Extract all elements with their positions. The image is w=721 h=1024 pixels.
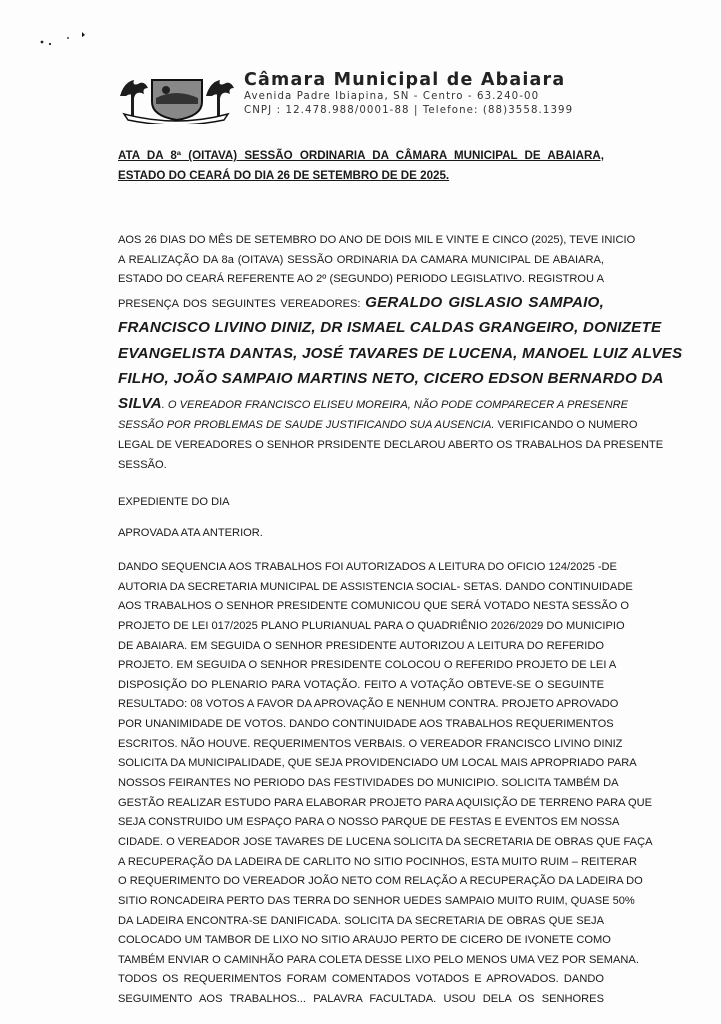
text-line: ESCRITOS. NÃO HOUVE. REQUERIMENTOS VERBAIS. O VEREADOR FRANCISCO LIVINO DINIZ bbox=[118, 737, 623, 750]
text-segment: . O VEREADOR FRANCISCO ELISEU MOREIRA, NÃO PODE COMPARECER A PRESENRE bbox=[161, 399, 628, 412]
text-segment: SESSÃO. bbox=[118, 458, 167, 471]
text-line: PROJETO DE LEI 017/2025 PLANO PLURIANUAL PARA O QUADRIÊNIO 2026/2029 DO MUNICIPIO bbox=[118, 619, 625, 632]
text-line: AUTORIA DA SECRETARIA MUNICIPAL DE ASSISTENCIA SOCIAL- SETAS. DANDO CONTINUIDADE bbox=[118, 580, 633, 593]
text-line bbox=[118, 391, 628, 416]
text-segment: A REALIZAÇÃO DA 8a (OITAVA) SESSÃO ORDINARIA DA CAMARA MUNICIPAL DE ABAIARA, bbox=[118, 253, 604, 266]
text-segment: AOS 26 DIAS DO MÊS DE SETEMBRO DO ANO DE DOIS MIL E VINTE E CINCO (2025), TEVE INICIO bbox=[118, 234, 636, 246]
text-line bbox=[118, 341, 683, 366]
councilor-names: FRANCISCO LIVINO DINIZ, DR ISMAEL CALDAS GRANGEIRO, DONIZETE bbox=[118, 319, 662, 337]
text-line: RESULTADO: 08 VOTOS A FAVOR DA APROVAÇÃO E NENHUM CONTRA. PROJETO APROVADO bbox=[118, 698, 619, 711]
text-segment: SESSÃO POR PROBLEMAS DE SAUDE JUSTIFICANDO SUA AUSENCIA. bbox=[118, 419, 495, 432]
text-line bbox=[118, 290, 604, 315]
text-line: SOLICITA DA MUNICIPALIDADE, QUE SEJA PROVIDENCIADO UM LOCAL MAIS APROPRIADO PARA bbox=[118, 757, 637, 770]
text-segment: ESTADO DO CEARÁ REFERENTE AO 2º (SEGUNDO) PERIODO LEGISLATIVO. REGISTROU A bbox=[118, 273, 604, 286]
text-line: SITIO RONCADEIRA PERTO DAS TERRA DO SENHOR UEDES SAMPAIO MUITO RUIM, QUASE 50% bbox=[118, 894, 635, 907]
organization-contact: CNPJ : 12.478.988/0001-88 | Telefone: (88)3558.1399 bbox=[244, 105, 574, 116]
text-line: TODOS OS REQUERIMENTOS FORAM COMENTADOS VOTADOS E APROVADOS. DANDO bbox=[118, 973, 604, 986]
text-line: O REQUERIMENTO DO VEREADOR JOÃO NETO COM RELAÇÃO A RECUPERAÇÃO DA LADEIRA DO bbox=[118, 875, 643, 888]
councilor-names: FILHO, JOÃO SAMPAIO MARTINS NETO, CICERO EDSON BERNARDO DA bbox=[118, 369, 664, 387]
text-line bbox=[118, 416, 638, 436]
proceedings-paragraph bbox=[118, 558, 653, 1010]
text-line: GESTÃO REALIZAR ESTUDO PARA ELABORAR PROJETO PARA AQUISIÇÃO DE TERRENO PARA QUE bbox=[118, 796, 653, 809]
coat-of-arms-logo bbox=[114, 66, 244, 124]
text-line: NOSSOS FEIRANTES NO PERIODO DAS FESTIVIDADES DO MUNICIPIO. SOLICITA TAMBÉM DA bbox=[118, 777, 619, 790]
text-line bbox=[118, 436, 664, 456]
opening-paragraph bbox=[118, 231, 683, 475]
text-line bbox=[118, 315, 662, 340]
text-line: COLOCADO UM TAMBOR DE LIXO NO SITIO ARAUJO PERTO DE CICERO DE IVONETE COMO bbox=[118, 934, 611, 947]
previous-minutes-approved: APROVADA ATA ANTERIOR. bbox=[118, 527, 263, 539]
letterhead bbox=[244, 70, 573, 118]
councilor-names: GERALDO GISLASIO SAMPAIO, bbox=[365, 293, 604, 311]
councilor-names: SILVA bbox=[118, 395, 162, 413]
text-line: DANDO SEQUENCIA AOS TRABALHOS FOI AUTORIZADOS A LEITURA DO OFICIO 124/2025 -DE bbox=[118, 561, 617, 573]
organization-name: Câmara Municipal de Abaiara bbox=[244, 70, 566, 90]
organization-address: Avenida Padre Ibiapina, SN - Centro - 63.240-00 bbox=[244, 91, 540, 102]
text-line: AOS TRABALHOS O SENHOR PRESIDENTE COMUNICOU QUE SERÁ VOTADO NESTA SESSÃO O bbox=[118, 600, 630, 613]
text-segment: PRESENÇA DOS SEGUINTES VEREADORES: bbox=[118, 297, 366, 310]
scan-specks bbox=[38, 30, 88, 50]
text-line: TAMBÉM ENVIAR O CAMINHÃO PARA COLETA DESSE LIXO PELO MENOS UMA VEZ POR SEMANA. bbox=[118, 953, 639, 966]
text-line: SEGUIMENTO AOS TRABALHOS... PALAVRA FACULTADA. USOU DELA OS SENHORES bbox=[118, 993, 604, 1006]
text-segment: LEGAL DE VEREADORES O SENHOR PRSIDENTE DECLAROU ABERTO OS TRABALHOS DA PRESENTE bbox=[118, 439, 664, 452]
text-line: DE ABAIARA. EM SEGUIDA O SENHOR PRESIDENTE AUTORIZOU A LEITURA DO REFERIDO bbox=[118, 639, 604, 652]
text-line: DISPOSIÇÃO DO PLENARIO PARA VOTAÇÃO. FEITO A VOTAÇÃO OBTEVE-SE O SEGUINTE bbox=[118, 678, 604, 691]
text-line bbox=[118, 251, 604, 271]
text-line: POR UNANIMIDADE DE VOTOS. DANDO CONTINUIDADE AOS TRABALHOS REQUERIMENTOS bbox=[118, 718, 614, 731]
text-line bbox=[118, 366, 664, 391]
title-line-1: ATA DA 8ª (OITAVA) SESSÃO ORDINARIA DA CÂMARA MUNICIPAL DE ABAIARA, bbox=[118, 149, 604, 162]
text-line: SEJA CONSTRUIDO UM ESPAÇO PARA O NOSSO PARQUE DE FESTAS E EVENTOS EM NOSSA bbox=[118, 816, 620, 829]
text-line bbox=[118, 270, 604, 290]
text-line: CIDADE. O VEREADOR JOSE TAVARES DE LUCENA SOLICITA DA SECRETARIA DE OBRAS QUE FAÇA bbox=[118, 835, 653, 848]
text-line bbox=[118, 456, 604, 476]
section-heading-expediente: EXPEDIENTE DO DIA bbox=[118, 496, 230, 508]
document-title bbox=[118, 146, 604, 185]
text-line: PROJETO. EM SEGUIDA O SENHOR PRESIDENTE COLOCOU O REFERIDO PROJETO DE LEI A bbox=[118, 659, 617, 672]
text-segment: VERIFICANDO O NUMERO bbox=[494, 419, 638, 432]
title-line-2: ESTADO DO CEARÁ DO DIA 26 DE SETEMBRO DE DE 2025. bbox=[118, 168, 450, 182]
text-line bbox=[118, 231, 636, 251]
councilor-names: EVANGELISTA DANTAS, JOSÉ TAVARES DE LUCENA, MANOEL LUIZ ALVES bbox=[118, 344, 683, 362]
text-line: DA LADEIRA ENCONTRA-SE DANIFICADA. SOLICITA DA SECRETARIA DE OBRAS QUE SEJA bbox=[118, 914, 604, 927]
text-line: A RECUPERAÇÃO DA LADEIRA DE CARLITO NO SITIO POCINHOS, ESTA MUITO RUIM – REITERAR bbox=[118, 855, 638, 868]
